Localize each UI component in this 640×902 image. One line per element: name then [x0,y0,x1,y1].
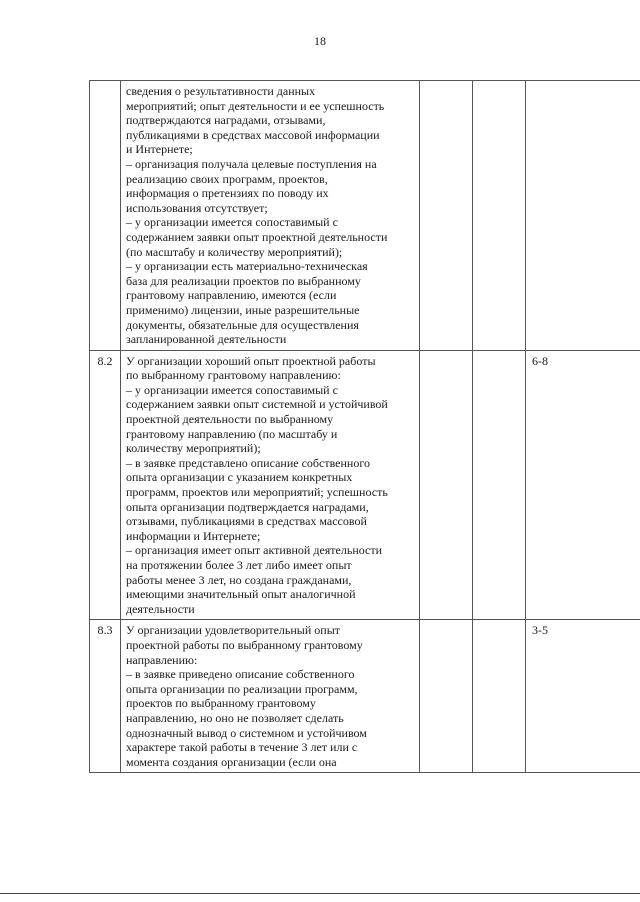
empty-cell [473,350,526,620]
page-number: 18 [314,34,326,48]
text-line: информация о претензиях по поводу их [126,186,329,201]
text-line: реализацию своих программ, проектов, [126,171,328,186]
text-line: публикациями в средствах массовой информации [126,127,380,142]
text-line: – у организации имеется сопоставимый с [126,382,338,397]
empty-cell [473,620,526,773]
text-line: отзывами, публикациями в средствах массовой [126,514,367,529]
text-line: грантовому направлению, имеются (если [126,288,337,303]
text-line: деятельности [126,601,195,616]
text-line: запланированной деятельности [126,332,287,347]
criterion-description [121,620,420,773]
text-line: момента создания организации (если она [126,754,337,769]
bottom-rule [0,893,640,894]
text-line: проектной работы по выбранному грантовому [126,637,363,652]
text-line: по выбранному грантовому направлению: [126,368,341,383]
text-line: работы менее 3 лет, но создана гражданами, [126,572,352,587]
criteria-table [89,80,640,773]
text-line: опыта организации с указанием конкретных [126,470,353,485]
text-line: – организация получала целевые поступления на [126,156,377,171]
empty-cell [420,350,473,620]
text-line: – организация имеет опыт активной деятельности [126,543,383,558]
score-range: 3-5 [526,620,640,773]
text-line: применимо) лицензии, иные разрешительные [126,302,360,317]
text-line: содержанием заявки опыт проектной деятельности [126,229,388,244]
text-line: опыта организации подтверждается наградами, [126,499,369,514]
table-row [90,81,640,351]
score-range [526,81,640,351]
text-line: – в заявке приведено описание собственного [126,667,355,682]
row-number [90,81,121,351]
text-line: (по масштабу и количеству мероприятий); [126,244,343,259]
text-line: на протяжении более 3 лет либо имеет опыт [126,558,352,572]
text-line: – у организации имеется сопоставимый с [126,215,338,230]
text-line: программ, проектов или мероприятий; успешность [126,485,388,500]
score-range: 6-8 [526,350,640,620]
row-number: 8.2 [90,350,121,620]
table-body [90,81,640,773]
text-line: подтверждаются наградами, отзывами, [126,113,326,128]
table-row [90,620,640,773]
text-line: мероприятий; опыт деятельности и ее успешность [126,98,385,113]
table-row [90,350,640,620]
text-line: имеющими значительный опыт аналогичной [126,587,356,602]
text-line: опыта организации по реализации программ, [126,681,358,696]
criterion-description [121,350,420,620]
text-line: направлению, но оно не позволяет сделать [126,710,344,725]
text-line: У организации хороший опыт проектной работы [126,353,376,368]
text-line: – в заявке представлено описание собственного [126,455,370,470]
text-line: грантовому направлению (по масштабу и [126,426,338,441]
text-line: характере такой работы в течение 3 лет или с [126,740,358,755]
empty-cell [420,81,473,351]
text-line: и Интернете; [126,142,193,157]
text-line: У организации удовлетворительный опыт [126,623,341,638]
text-line: база для реализации проектов по выбранному [126,273,361,288]
text-line: – у организации есть материально-техническая [126,259,368,274]
row-number: 8.3 [90,620,121,773]
text-line: использования отсутствует; [126,200,268,215]
text-line: сведения о результативности данных [126,84,316,98]
text-line: однозначный вывод о системном и устойчивом [126,725,367,740]
text-line: документы, обязательные для осуществления [126,317,359,332]
empty-cell [420,620,473,773]
text-line: проектов по выбранному грантовому [126,696,316,711]
text-line: направлению: [126,652,198,667]
empty-cell [473,81,526,351]
criterion-description [121,81,420,351]
text-line: информации и Интернете; [126,528,261,543]
text-line: проектной деятельности по выбранному [126,412,334,427]
text-line: содержанием заявки опыт системной и устойчивой [126,397,388,412]
text-line: количеству мероприятий); [126,441,261,456]
